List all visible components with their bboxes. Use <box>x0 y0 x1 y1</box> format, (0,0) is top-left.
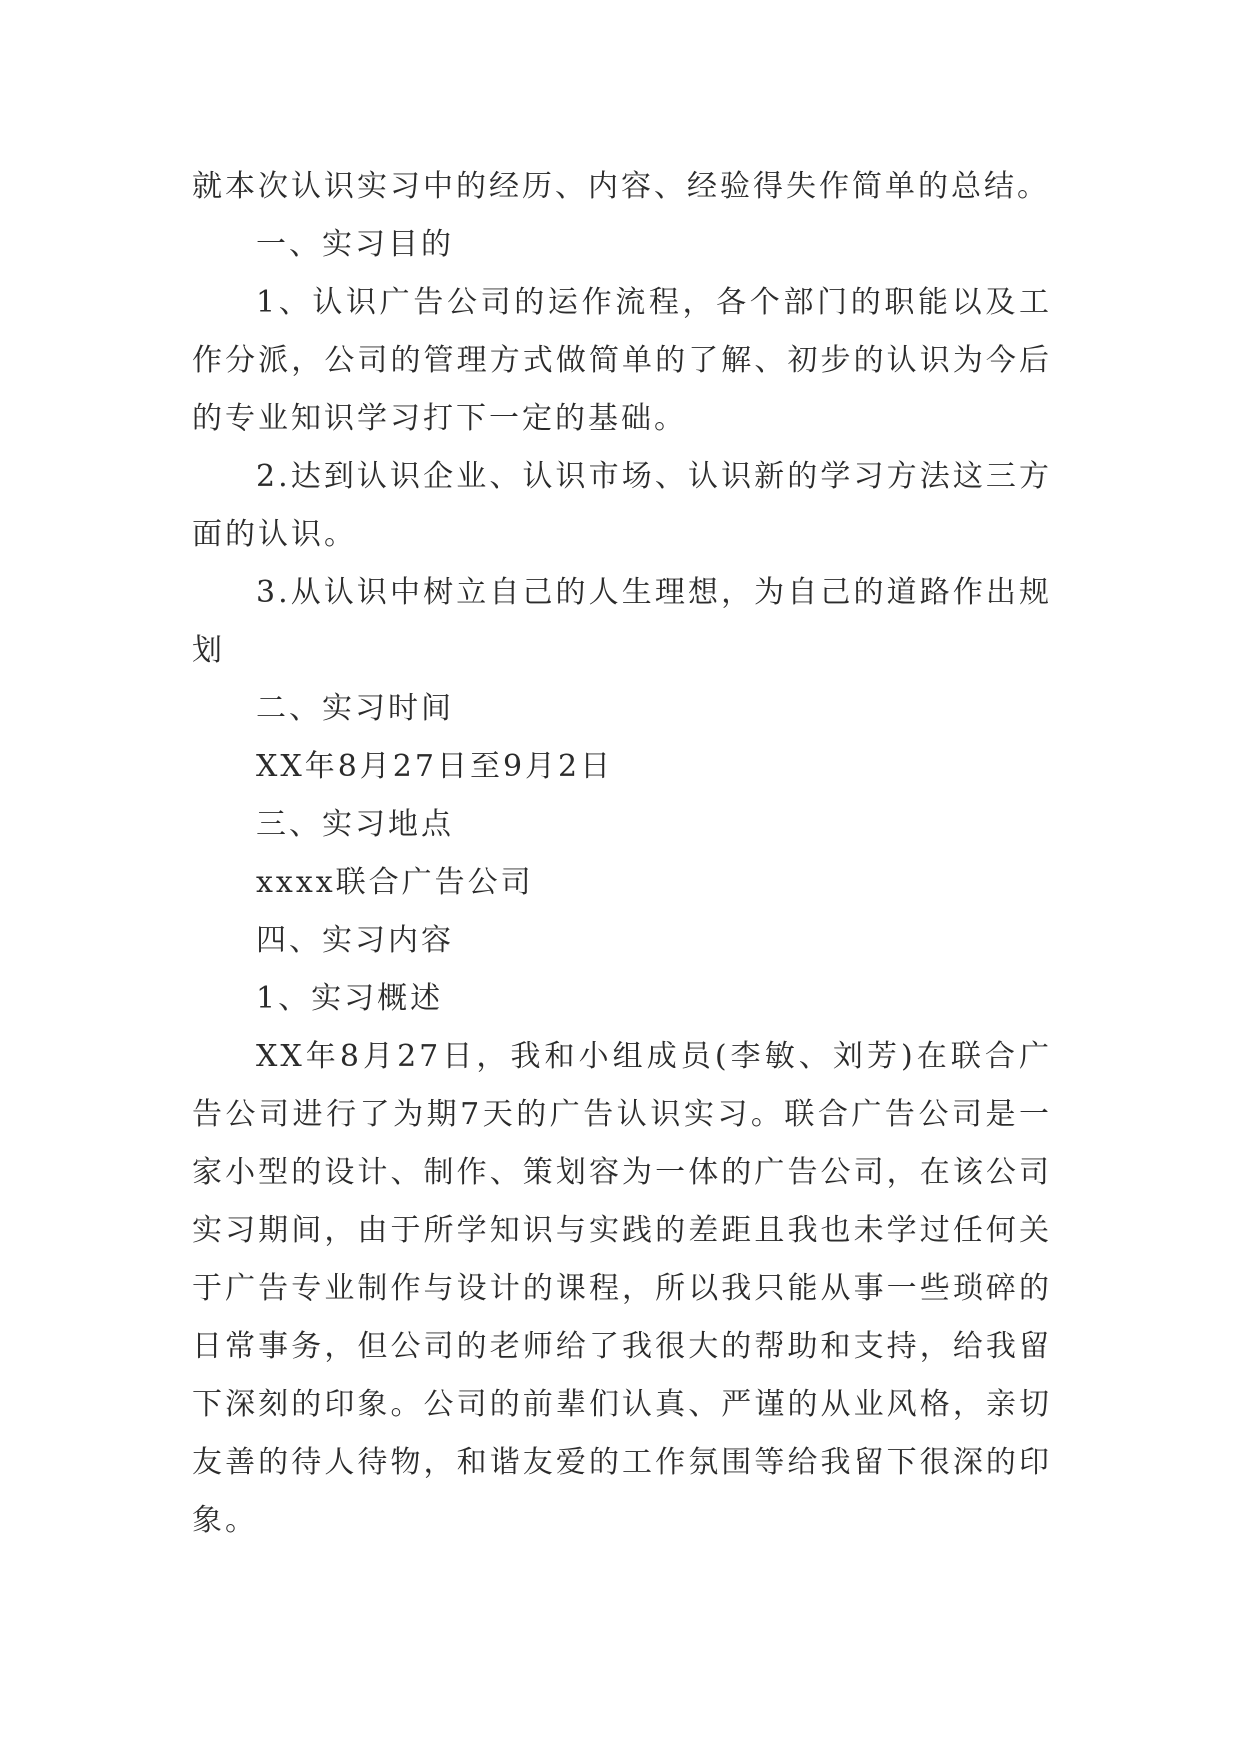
section-heading-content: 四、实习内容 <box>256 923 454 958</box>
section-heading-purpose: 一、实习目的 <box>256 227 454 262</box>
section-heading-location: 三、实习地点 <box>256 807 454 842</box>
summary-paragraph: 就本次认识实习中的经历、内容、经验得失作简单的总结。 <box>192 169 1050 204</box>
section-heading-time: 二、实习时间 <box>256 691 454 726</box>
internship-dates: XX年8月27日至9月2日 <box>256 749 614 784</box>
overview-paragraph: XX年8月27日，我和小组成员(李敏、刘芳)在联合广告公司进行了为期7天的广告认识实习。联合广告公司是一家小型的设计、制作、策划容为一体的广告公司，在该公司实习期间，由于所学知识与实践的差距且我也未学过任何关于广告专业制作与设计的课程，所以我只能从事一些琐碎的日常事务，但公司的老师给了我很大的帮助和支持，给我留下深刻的印象。公司的前辈们认真、严谨的从业风格，亲切友善的待人待物，和谐友爱的工作氛围等给我留下很深的印象。 <box>192 1039 1052 1538</box>
internship-location: xxxx联合广告公司 <box>256 865 534 900</box>
document-body <box>192 158 1052 1550</box>
purpose-item-2: 2.达到认识企业、认识市场、认识新的学习方法这三方面的认识。 <box>192 459 1052 552</box>
purpose-item-1: 1、认识广告公司的运作流程，各个部门的职能以及工作分派，公司的管理方式做简单的了解、初步的认识为今后的专业知识学习打下一定的基础。 <box>192 285 1052 436</box>
purpose-item-3: 3.从认识中树立自己的人生理想，为自己的道路作出规划 <box>192 575 1052 668</box>
subsection-heading-overview: 1、实习概述 <box>256 981 444 1016</box>
